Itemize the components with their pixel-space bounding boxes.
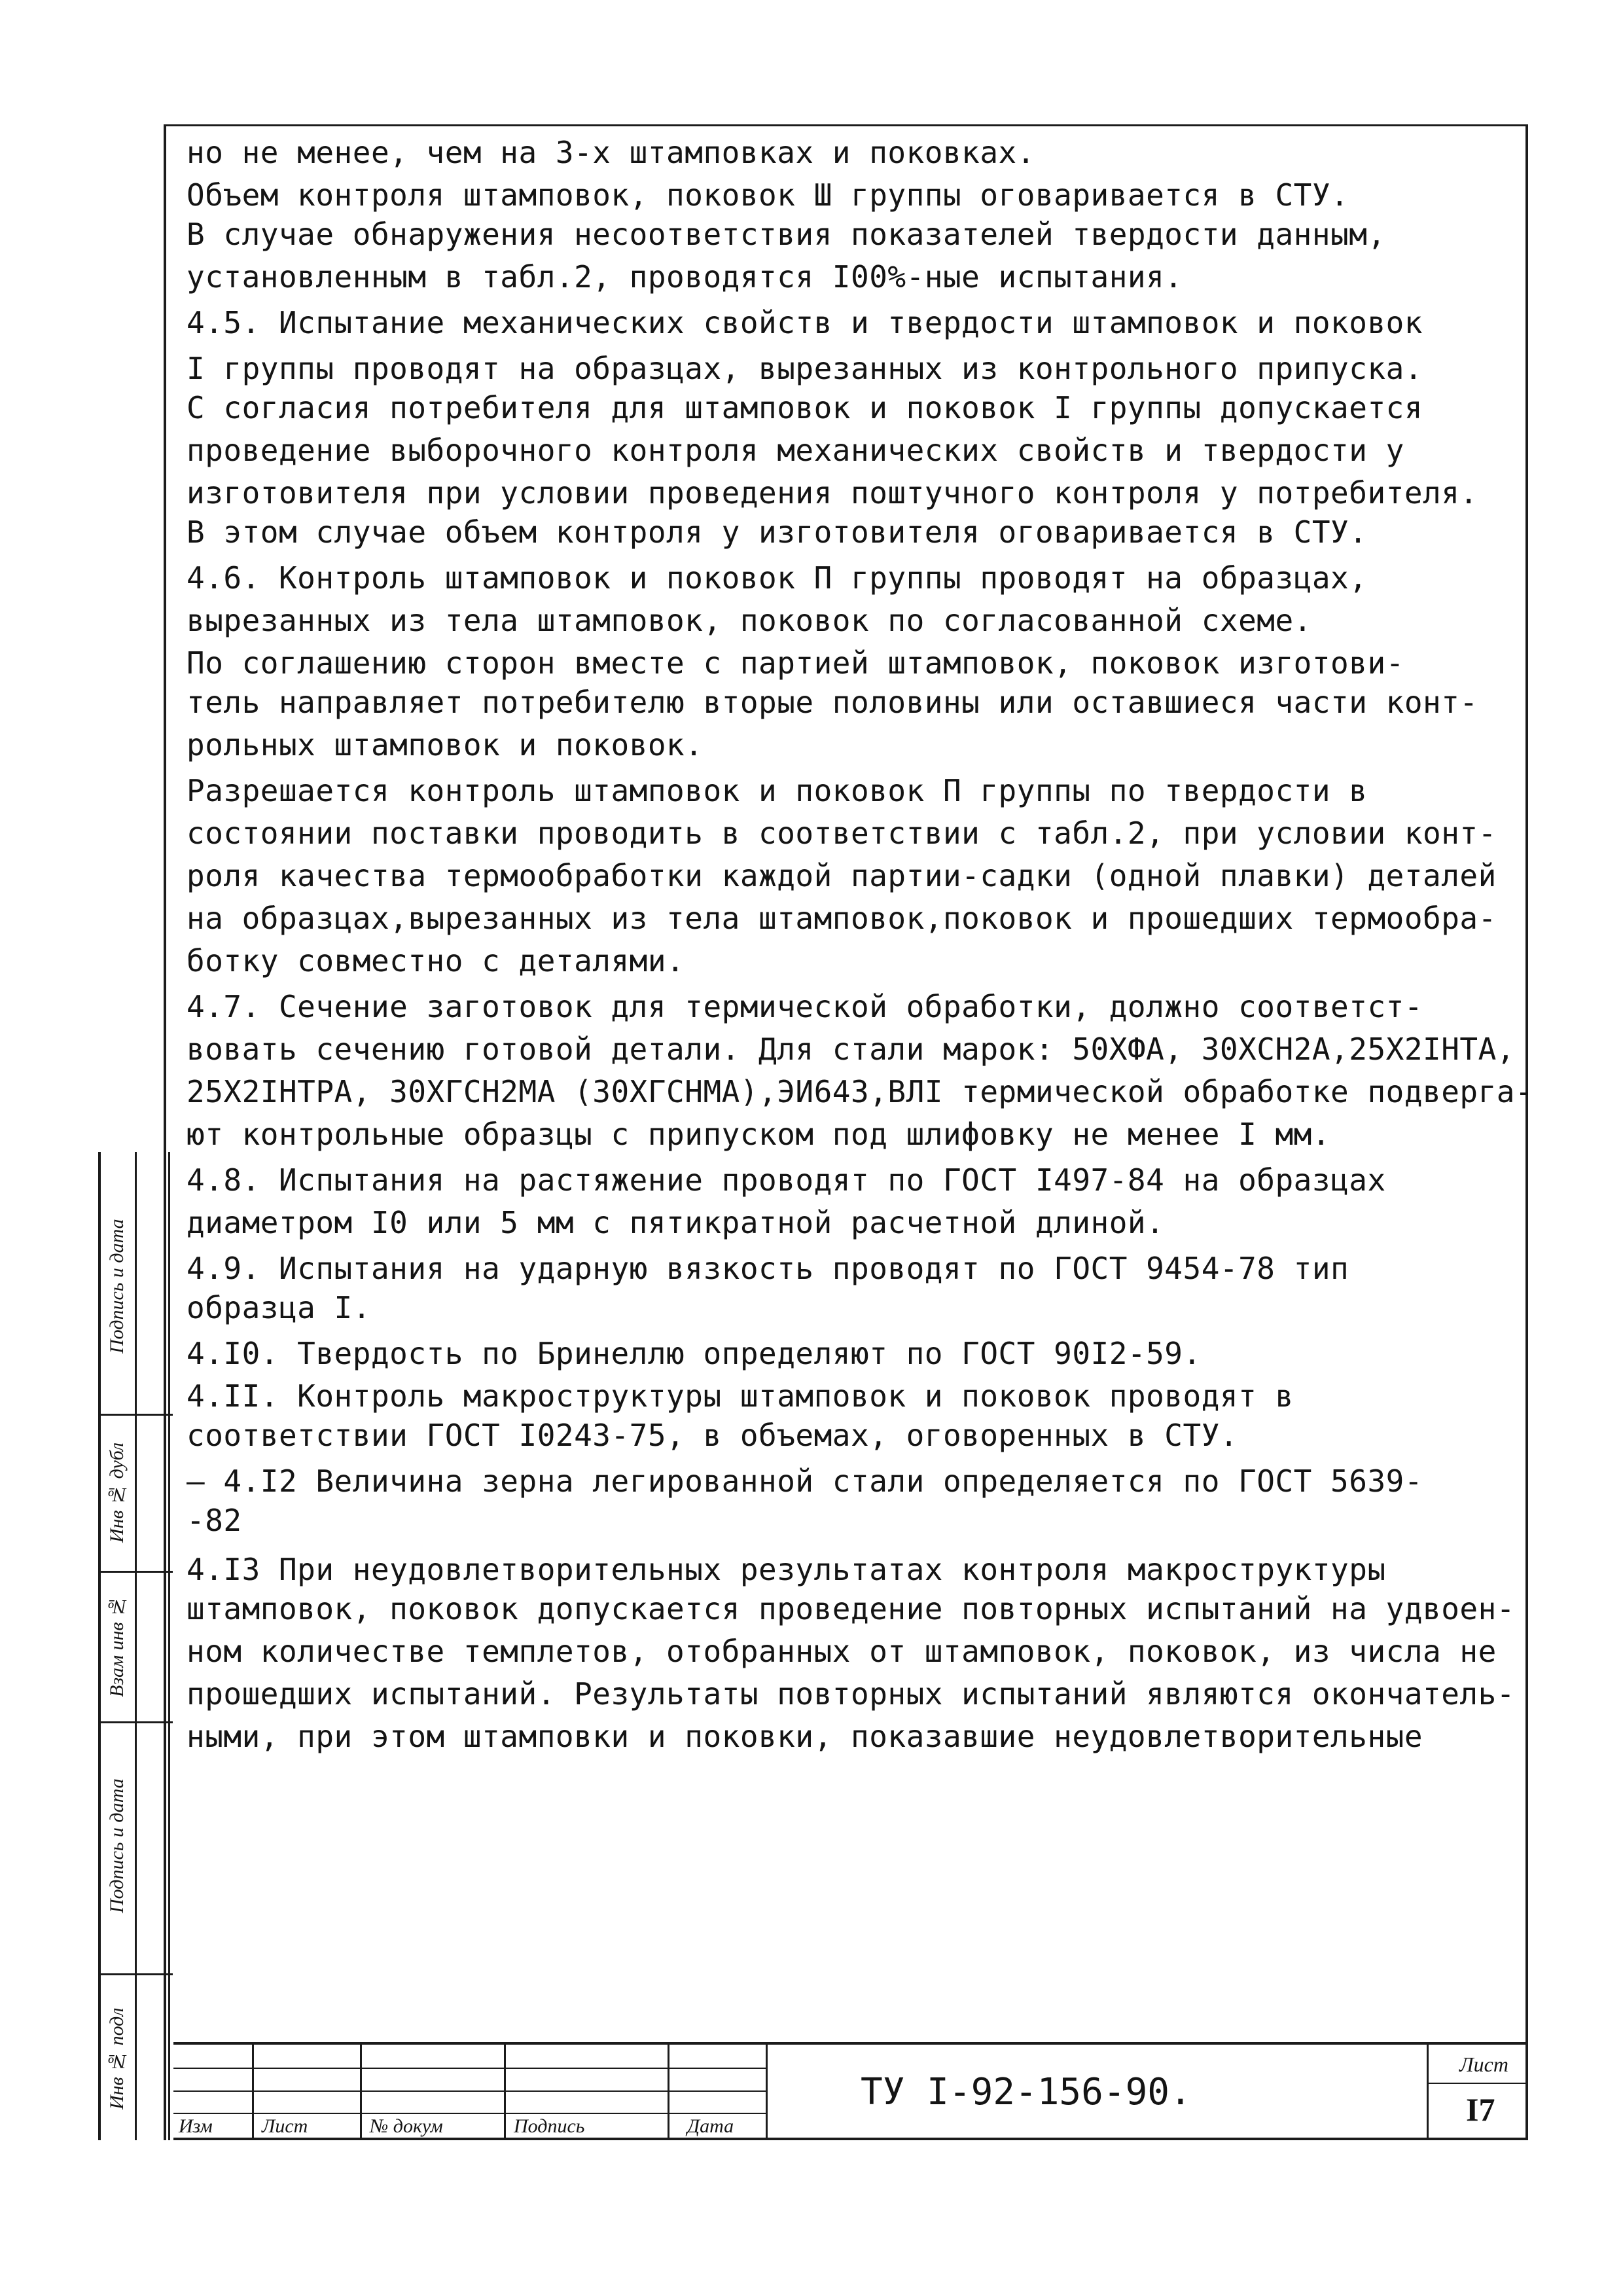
- margin-stamp: [98, 1152, 170, 2140]
- stamp-divider: [135, 1152, 137, 2140]
- text-line: С согласия потребителя для штамповок и поковок I группы допускается: [187, 390, 1423, 425]
- text-line: ботку совместно с деталями.: [187, 943, 685, 978]
- text-line: ном количестве темплетов, отобранных от штамповок, поковок, из числа не: [187, 1634, 1497, 1669]
- text-line: Разрешается контроль штамповок и поковок П группы по твердости в: [187, 773, 1368, 808]
- tb-col-line: [766, 2045, 768, 2140]
- tb-row-line: [173, 2090, 766, 2092]
- text-line: -82: [187, 1503, 242, 1538]
- text-line: рольных штамповок и поковок.: [187, 727, 704, 762]
- text-line: проведение выборочного контроля механических свойств и твердости у: [187, 433, 1404, 468]
- tb-col-dokum: № докум: [370, 2115, 443, 2137]
- tb-row-line: [1427, 2083, 1528, 2084]
- text-line: Объем контроля штамповок, поковок Ш группы оговаривается в СТУ.: [187, 177, 1349, 213]
- text-line: диаметром I0 или 5 мм с пятикратной расчетной длиной.: [187, 1205, 1165, 1240]
- text-line: на образцах,вырезанных из тела штамповок,поковок и прошедших термообра-: [187, 901, 1497, 936]
- text-line: В этом случае объем контроля у изготовителя оговаривается в СТУ.: [187, 514, 1368, 550]
- text-line: вырезанных из тела штамповок, поковок по согласованной схеме.: [187, 603, 1312, 638]
- tb-col-line: [668, 2045, 669, 2140]
- document-code: ТУ I-92-156-90.: [861, 2071, 1192, 2113]
- tb-col-podpis: Подпись: [514, 2115, 585, 2137]
- text-line: роля качества термообработки каждой партии-садки (одной плавки) деталей: [187, 858, 1497, 893]
- tb-col-list: Лист: [262, 2115, 308, 2137]
- text-line: — 4.I2 Величина зерна легированной стали определяется по ГОСТ 5639-: [187, 1463, 1423, 1499]
- text-line: образца I.: [187, 1290, 371, 1325]
- text-line: изготовителя при условии проведения поштучного контроля у потребителя.: [187, 475, 1478, 511]
- text-line: 4.6. Контроль штамповок и поковок П группы проводят на образцах,: [187, 560, 1368, 596]
- stamp-label-inv-dubl: Инв № дубл: [106, 1442, 128, 1543]
- text-line: 25Х2IНТРА, 30ХГСН2МА (30ХГСНМА),ЭИ643,ВЛI термической обработке подверга-: [187, 1074, 1534, 1109]
- text-line: ют контрольные образцы с припуском под шлифовку не менее I мм.: [187, 1117, 1331, 1152]
- text-line: 4.I0. Твердость по Бринеллю определяют по ГОСТ 90I2-59.: [187, 1336, 1202, 1371]
- tb-col-data: Дата: [687, 2115, 734, 2137]
- text-line: 4.7. Сечение заготовок для термической обработки, должно соответст-: [187, 989, 1423, 1024]
- text-line: ными, при этом штамповки и поковки, показавшие неудовлетворительные: [187, 1719, 1423, 1754]
- tb-row-line: [173, 2068, 766, 2069]
- stamp-separator: [98, 1973, 173, 1975]
- text-line: но не менее, чем на 3-х штамповках и поковках.: [187, 135, 1035, 170]
- text-line: установленным в табл.2, проводятся I00%-ные испытания.: [187, 259, 1183, 295]
- text-line: 4.II. Контроль макроструктуры штамповок и поковок проводят в: [187, 1378, 1294, 1414]
- stamp-separator: [98, 1571, 173, 1573]
- title-block: [173, 2042, 1528, 2140]
- text-line: 4.5. Испытание механических свойств и твердости штамповок и поковок: [187, 305, 1423, 340]
- tb-row-line: [173, 2113, 766, 2114]
- text-line: I группы проводят на образцах, вырезанных из контрольного припуска.: [187, 351, 1423, 386]
- tb-col-line: [1427, 2045, 1429, 2140]
- tb-col-izm: Изм: [179, 2115, 213, 2137]
- stamp-label-signature-date-2: Подпись и дата: [106, 1778, 128, 1913]
- text-line: 4.9. Испытания на ударную вязкость проводят по ГОСТ 9454-78 тип: [187, 1251, 1349, 1286]
- text-line: В случае обнаружения несоответствия показателей твердости данным,: [187, 217, 1386, 252]
- stamp-separator: [98, 1414, 173, 1416]
- tb-col-line: [504, 2045, 506, 2140]
- tb-col-line: [252, 2045, 254, 2140]
- text-line: 4.I3 При неудовлетворительных результатах контроля макроструктуры: [187, 1552, 1386, 1587]
- text-line: вовать сечению готовой детали. Для стали марок: 50ХФА, 30ХСН2А,25Х2IНТА,: [187, 1031, 1515, 1067]
- stamp-separator: [98, 1721, 173, 1723]
- text-line: По соглашению сторон вместе с партией штамповок, поковок изготови-: [187, 645, 1404, 681]
- text-line: тель направляет потребителю вторые половины или оставшиеся части конт-: [187, 685, 1478, 720]
- text-line: состоянии поставки проводить в соответствии с табл.2, при условии конт-: [187, 816, 1497, 851]
- text-line: 4.8. Испытания на растяжение проводят по ГОСТ I497-84 на образцах: [187, 1162, 1386, 1198]
- text-line: штамповок, поковок допускается проведение повторных испытаний на удвоен-: [187, 1591, 1515, 1626]
- text-line: прошедших испытаний. Результаты повторных испытаний являются окончатель-: [187, 1676, 1515, 1712]
- sheet-label: Лист: [1459, 2053, 1508, 2076]
- stamp-label-vzam-inv: Взам инв №: [106, 1595, 128, 1697]
- sheet-number: I7: [1466, 2091, 1495, 2128]
- text-line: соответствии ГОСТ I0243-75, в объемах, оговоренных в СТУ.: [187, 1418, 1239, 1453]
- stamp-label-inv-podl: Инв № подл: [106, 2007, 128, 2109]
- stamp-label-signature-date: Подпись и дата: [106, 1219, 128, 1354]
- tb-col-line: [360, 2045, 362, 2140]
